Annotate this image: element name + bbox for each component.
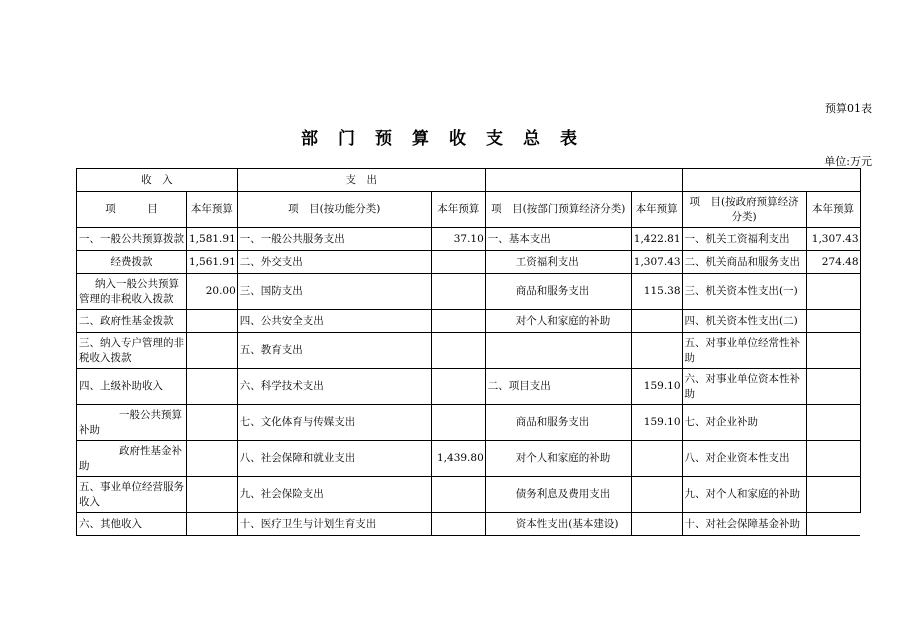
dept-amount: 1,307.43 xyxy=(631,251,682,274)
gov-amount xyxy=(806,513,860,536)
income-item: 一、一般公共预算拨款 xyxy=(77,228,187,251)
gov-amount: 274.48 xyxy=(806,251,860,274)
dept-item: 对个人和家庭的补助 xyxy=(485,441,631,477)
budget-table xyxy=(76,168,861,536)
income-item: 一般公共预算补助 xyxy=(77,405,187,441)
dept-amount xyxy=(631,477,682,513)
table-row xyxy=(77,333,861,369)
func-item: 四、公共安全支出 xyxy=(237,310,431,333)
dept-item: 商品和服务支出 xyxy=(485,274,631,310)
dept-amount: 159.10 xyxy=(631,405,682,441)
gov-item: 六、对事业单位资本性补助 xyxy=(682,369,806,405)
dept-amount xyxy=(631,333,682,369)
dept-item: 工资福利支出 xyxy=(485,251,631,274)
table-row xyxy=(77,274,861,310)
income-amount xyxy=(187,310,238,333)
gov-amount: 1,307.43 xyxy=(806,228,860,251)
func-item: 七、文化体育与传媒支出 xyxy=(237,405,431,441)
table-row xyxy=(77,513,861,536)
col-income-budget: 本年预算 xyxy=(187,192,238,228)
gov-item: 三、机关资本性支出(一) xyxy=(682,274,806,310)
col-func-item: 项 目(按功能分类) xyxy=(237,192,431,228)
dept-amount: 115.38 xyxy=(631,274,682,310)
func-amount xyxy=(431,369,485,405)
gov-amount xyxy=(806,477,860,513)
income-amount xyxy=(187,513,238,536)
dept-amount xyxy=(631,310,682,333)
dept-item: 资本性支出(基本建设) xyxy=(485,513,631,536)
table-row xyxy=(77,228,861,251)
col-func-budget: 本年预算 xyxy=(431,192,485,228)
table-row xyxy=(77,369,861,405)
func-item: 六、科学技术支出 xyxy=(237,369,431,405)
func-item: 九、社会保险支出 xyxy=(237,477,431,513)
func-item: 十、医疗卫生与计划生育支出 xyxy=(237,513,431,536)
table-row xyxy=(77,310,861,333)
func-amount: 1,439.80 xyxy=(431,441,485,477)
func-amount xyxy=(431,333,485,369)
gov-amount xyxy=(806,405,860,441)
col-dept-budget: 本年预算 xyxy=(631,192,682,228)
table-row xyxy=(77,477,861,513)
income-header: 收 入 xyxy=(77,169,238,192)
gov-amount xyxy=(806,441,860,477)
gov-amount xyxy=(806,369,860,405)
income-item: 六、其他收入 xyxy=(77,513,187,536)
func-item: 八、社会保障和就业支出 xyxy=(237,441,431,477)
income-amount xyxy=(187,405,238,441)
income-item: 纳入一般公共预算管理的非税收入拨款 xyxy=(77,274,187,310)
dept-amount: 159.10 xyxy=(631,369,682,405)
dept-amount xyxy=(631,513,682,536)
dept-item: 二、项目支出 xyxy=(485,369,631,405)
func-amount xyxy=(431,251,485,274)
income-amount xyxy=(187,333,238,369)
dept-item: 债务利息及费用支出 xyxy=(485,477,631,513)
income-amount: 1,561.91 xyxy=(187,251,238,274)
unit-label: 单位:万元 xyxy=(824,155,872,168)
func-amount xyxy=(431,405,485,441)
gov-item: 十、对社会保障基金补助 xyxy=(682,513,806,536)
func-item: 一、一般公共服务支出 xyxy=(237,228,431,251)
income-item: 二、政府性基金拨款 xyxy=(77,310,187,333)
dept-item xyxy=(485,333,631,369)
income-item: 五、事业单位经营服务收入 xyxy=(77,477,187,513)
gov-item: 二、机关商品和服务支出 xyxy=(682,251,806,274)
col-gov-budget: 本年预算 xyxy=(806,192,860,228)
gov-item: 七、对企业补助 xyxy=(682,405,806,441)
income-amount xyxy=(187,369,238,405)
income-item: 三、纳入专户管理的非税收入拨款 xyxy=(77,333,187,369)
func-item: 三、国防支出 xyxy=(237,274,431,310)
col-gov-item: 项 目(按政府预算经济分类) xyxy=(682,192,806,228)
dept-item: 一、基本支出 xyxy=(485,228,631,251)
table-row xyxy=(77,405,861,441)
table-row xyxy=(77,251,861,274)
income-amount: 1,581.91 xyxy=(187,228,238,251)
income-item: 政府性基金补助 xyxy=(77,441,187,477)
gov-item: 八、对企业资本性支出 xyxy=(682,441,806,477)
dept-item: 商品和服务支出 xyxy=(485,405,631,441)
gov-item: 五、对事业单位经常性补助 xyxy=(682,333,806,369)
dept-amount xyxy=(631,441,682,477)
gov-amount xyxy=(806,310,860,333)
income-amount xyxy=(187,477,238,513)
income-amount: 20.00 xyxy=(187,274,238,310)
func-amount xyxy=(431,513,485,536)
gov-item: 九、对个人和家庭的补助 xyxy=(682,477,806,513)
func-amount xyxy=(431,477,485,513)
col-dept-item: 项 目(按部门预算经济分类) xyxy=(485,192,631,228)
col-income-item: 项 目 xyxy=(77,192,187,228)
func-item: 五、教育支出 xyxy=(237,333,431,369)
func-amount: 37.10 xyxy=(431,228,485,251)
form-number: 预算01表 xyxy=(825,102,872,115)
page-title: 部门预算收支总表 xyxy=(301,129,597,149)
income-item: 四、上级补助收入 xyxy=(77,369,187,405)
expense-header: 支 出 xyxy=(237,169,485,192)
gov-item: 一、机关工资福利支出 xyxy=(682,228,806,251)
dept-amount: 1,422.81 xyxy=(631,228,682,251)
func-item: 二、外交支出 xyxy=(237,251,431,274)
func-amount xyxy=(431,310,485,333)
table-row xyxy=(77,441,861,477)
income-item: 经费拨款 xyxy=(77,251,187,274)
income-amount xyxy=(187,441,238,477)
gov-item: 四、机关资本性支出(二) xyxy=(682,310,806,333)
gov-amount xyxy=(806,333,860,369)
dept-item: 对个人和家庭的补助 xyxy=(485,310,631,333)
func-amount xyxy=(431,274,485,310)
gov-amount xyxy=(806,274,860,310)
